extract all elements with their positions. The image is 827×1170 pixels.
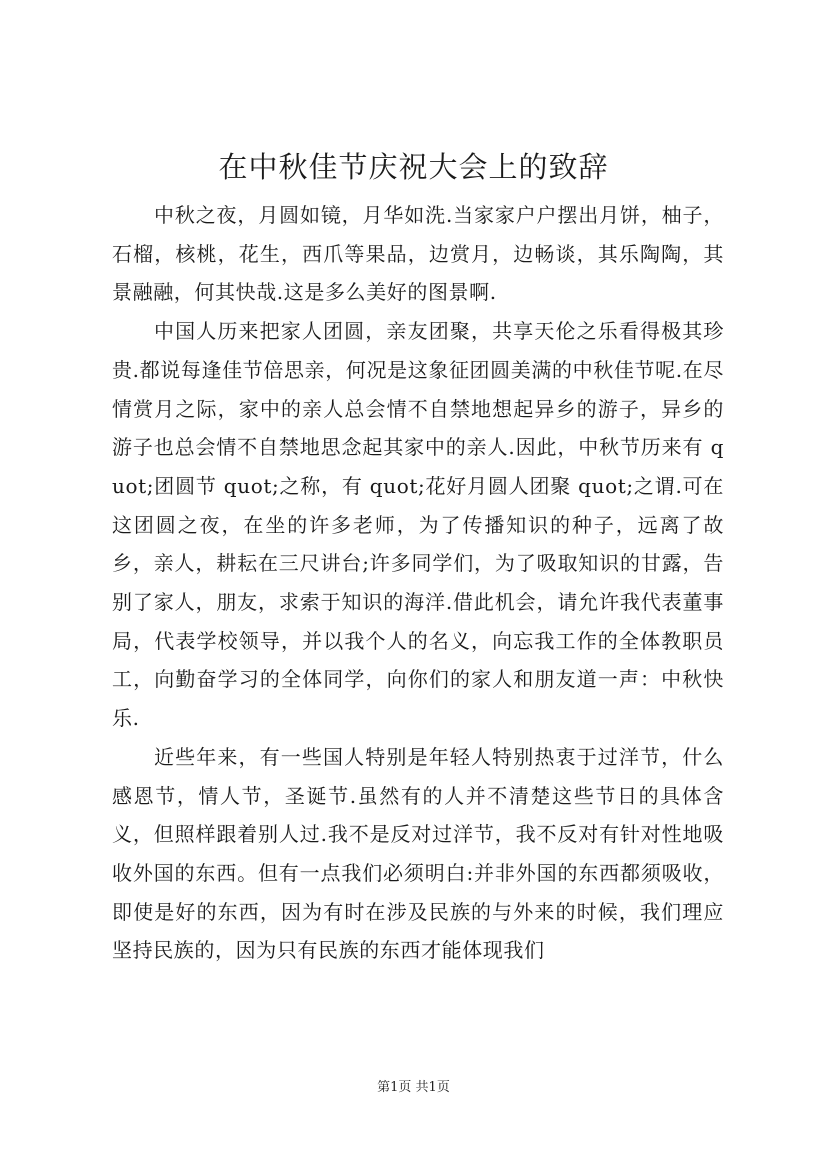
document-title: 在中秋佳节庆祝大会上的致辞 <box>218 150 609 184</box>
paragraph-3: 近些年来，有一些国人特别是年轻人特别热衷于过洋节，什么感恩节，情人节，圣诞节.虽然有的人并不清楚这些节日的具体含义，但照样跟着别人过.我不是反对过洋节，我不反对有针对性地吸收外国的东西。但有一点我们必须明白:并非外国的东西都须吸收，即使是好的东西，因为有时在涉及民族的与外来的时候，我们理应坚持民族的，因为只有民族的东西才能体现我们 <box>112 744 724 963</box>
document-body <box>112 196 724 970</box>
paragraph-1: 中秋之夜，月圆如镜，月华如洗.当家家户户摆出月饼，柚子，石榴，核桃，花生，西爪等果品，边赏月，边畅谈，其乐陶陶，其景融融，何其快哉.这是多么美好的图景啊. <box>112 203 724 305</box>
page-footer: 第1页 共1页 <box>377 1080 450 1095</box>
paragraph-2: 中国人历来把家人团圆，亲友团聚，共享天伦之乐看得极其珍贵.都说每逢佳节倍思亲，何况是这象征团圆美满的中秋佳节呢.在尽情赏月之际，家中的亲人总会情不自禁地想起异乡的游子，异乡的游子也总会情不自禁地思念起其家中的亲人.因此，中秋节历来有 quot;团圆节 quot;之称，有 quot;花好月圆人团聚 quot;之谓.可在这团圆之夜，在坐的许多老师，为了传播知识的种子，远离了故乡，亲人，耕耘在三尺讲台;许多同学们，为了吸取知识的甘露，告别了家人，朋友，求索于知识的海洋.借此机会，请允许我代表董事局，代表学校领导，并以我个人的名义，向忘我工作的全体教职员工，向勤奋学习的全体同学，向你们的家人和朋友道一声：中秋快乐. <box>112 319 724 731</box>
